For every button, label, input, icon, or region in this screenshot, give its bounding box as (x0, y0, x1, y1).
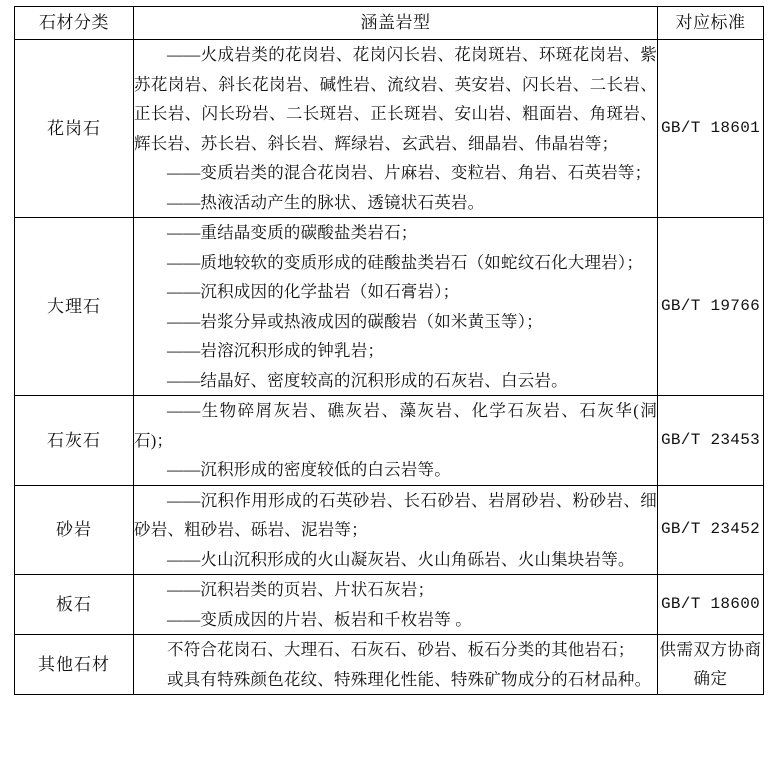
cell-rock-types-marble (134, 218, 658, 396)
stone-classification-table (14, 6, 764, 695)
rock-line: ——热液活动产生的脉状、透镜状石英岩。 (167, 192, 485, 212)
column-header-rock-types: 涵盖岩型 (134, 7, 658, 40)
cell-rock-types-other (134, 635, 658, 695)
column-header-standard: 对应标准 (658, 7, 764, 40)
rock-line: ——岩浆分异或热液成因的碳酸岩（如米黄玉等）； (167, 311, 543, 331)
rock-line: 或具有特殊颜色花纹、特殊理化性能、特殊矿物成分的石材品种。 (167, 669, 652, 689)
rock-line: ——沉积岩类的页岩、片状石灰岩； (167, 580, 435, 599)
cell-standard-other: 供需双方协商确定 (658, 635, 764, 695)
rock-line: ——火山沉积形成的火山凝灰岩、火山角砾岩、火山集块岩等。 (167, 549, 635, 569)
rock-line: 不符合花岗石、大理石、石灰石、砂岩、板石分类的其他岩石； (167, 640, 635, 659)
cell-category-other: 其他石材 (15, 635, 134, 695)
cell-category-granite: 花岗石 (15, 40, 134, 218)
table-row (15, 40, 764, 218)
cell-rock-types-limestone (134, 396, 658, 486)
rock-line: ——火成岩类的花岗岩、花岗闪长岩、花岗斑岩、环斑花岗岩、紫苏花岗岩、斜长花岗岩、碱性岩、流纹岩、英安岩、闪长岩、二长岩、正长岩、闪长玢岩、二长斑岩、正长斑岩、安山岩、粗面岩、角斑岩、辉长岩、苏长岩、斜长岩、辉绿岩、玄武岩、细晶岩、伟晶岩等； (134, 45, 657, 153)
cell-standard-granite: GB/T 18601 (658, 40, 764, 218)
rock-line: ——沉积形成的密度较低的白云岩等。 (167, 460, 451, 479)
cell-category-limestone: 石灰石 (15, 396, 134, 486)
cell-standard-marble: GB/T 19766 (658, 218, 764, 396)
cell-category-sandstone: 砂岩 (15, 485, 134, 575)
table-header (15, 7, 764, 40)
rock-line: ——重结晶变质的碳酸盐类岩石； (167, 223, 418, 242)
rock-line: ——结晶好、密度较高的沉积形成的石灰岩、白云岩。 (167, 370, 568, 390)
cell-standard-limestone: GB/T 23453 (658, 396, 764, 486)
table-row (15, 635, 764, 695)
rock-line: ——生物碎屑灰岩、礁灰岩、藻灰岩、化学石灰岩、石灰华(洞石)； (134, 401, 657, 450)
cell-rock-types-sandstone (134, 485, 658, 575)
rock-line: ——变质岩类的混合花岗岩、片麻岩、变粒岩、角岩、石英岩等； (167, 163, 652, 182)
table-header-row (15, 7, 764, 40)
cell-rock-types-granite (134, 40, 658, 218)
column-header-category: 石材分类 (15, 7, 134, 40)
table-row (15, 396, 764, 486)
rock-line: ——质地较软的变质形成的硅酸盐类岩石（如蛇纹石化大理岩）； (167, 252, 644, 272)
cell-standard-slate: GB/T 18600 (658, 575, 764, 635)
cell-category-marble: 大理石 (15, 218, 134, 396)
table-row (15, 575, 764, 635)
cell-category-slate: 板石 (15, 575, 134, 635)
rock-line: ——变质成因的片岩、板岩和千枚岩等 。 (167, 609, 472, 629)
table-body (15, 40, 764, 695)
cell-standard-sandstone: GB/T 23452 (658, 485, 764, 575)
cell-rock-types-slate (134, 575, 658, 635)
rock-line: ——岩溶沉积形成的钟乳岩； (167, 341, 385, 360)
table-row (15, 218, 764, 396)
table-row (15, 485, 764, 575)
rock-line: ——沉积作用形成的石英砂岩、长石砂岩、岩屑砂岩、粉砂岩、细砂岩、粗砂岩、砾岩、泥岩等； (134, 490, 657, 539)
rock-line: ——沉积成因的化学盐岩（如石膏岩）； (167, 282, 460, 301)
